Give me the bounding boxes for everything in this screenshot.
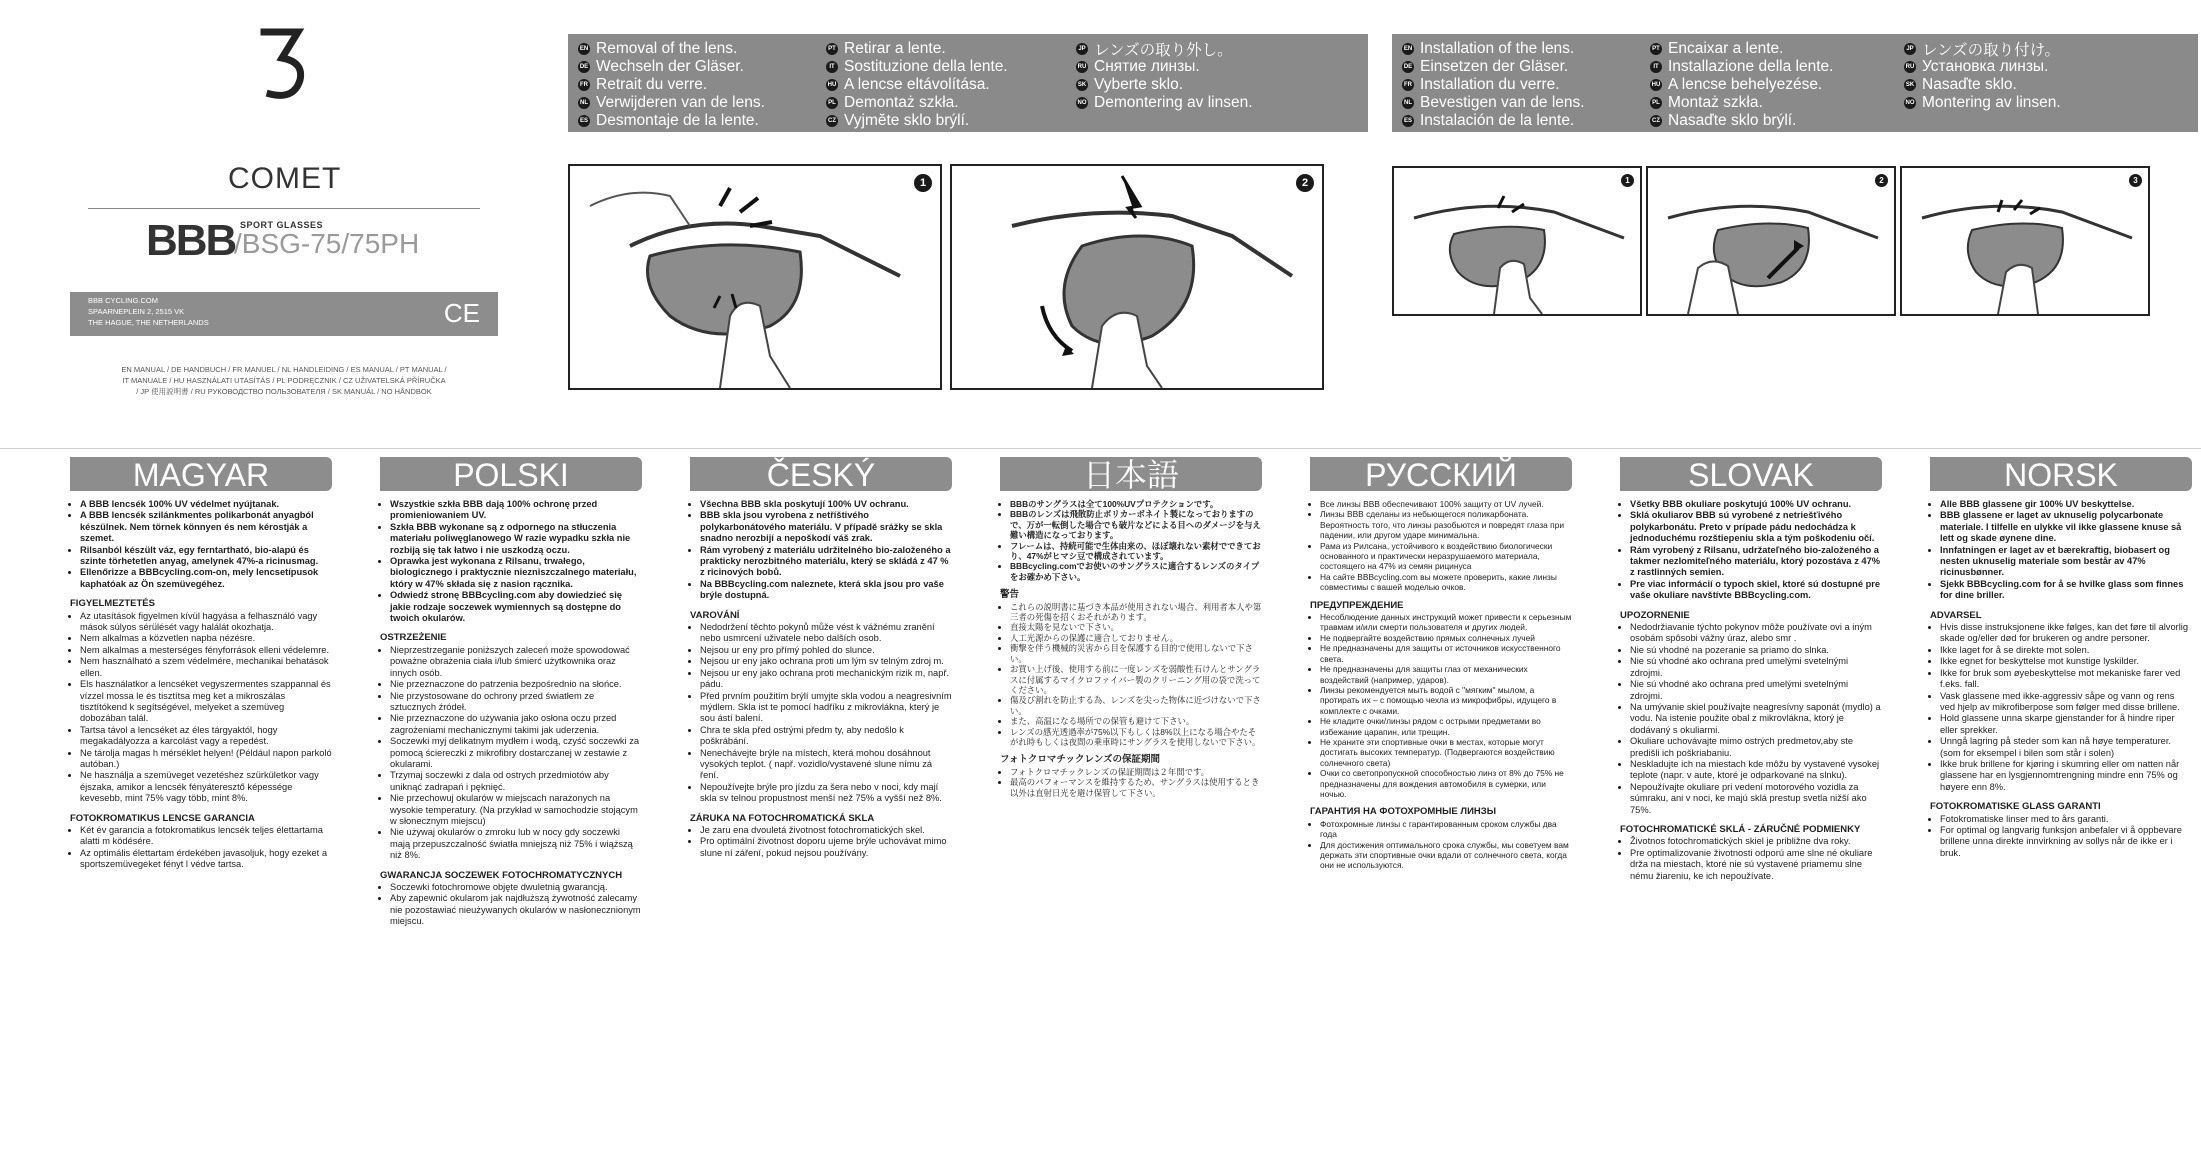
warning-heading: FIGYELMEZTETÉS: [70, 598, 155, 610]
flag-icon: SK: [1076, 79, 1088, 91]
warning-heading: OSTRZEŻENIE: [380, 632, 447, 644]
intro-item: • Rilsanból készült váz, egy ferntartható, bio-alapú és szinte törhetetlen anyag, amelynek 47%-a ricinusmag.: [80, 545, 332, 568]
flag-icon: ES: [578, 115, 590, 127]
warning-heading: VAROVÁNÍ: [690, 609, 740, 621]
install-label: レンズの取り付け。: [1922, 42, 2061, 59]
intro-item: • Oprawka jest wykonana z Rilsanu, trwałego, biologicznego i praktycznie niezniszczalnego materiału, który w 47% składa się z nasion rącznika.: [390, 556, 642, 590]
warning-item: • Chra te skla před ostrými předm ty, aby nedošlo k poškrábání.: [700, 725, 952, 748]
title-rule: [88, 208, 480, 209]
warning-item: • Nie przechowuj okularów w miejscach narażonych na wysokie temperatury. (Na przykład w samochodzie stojącym w słonecznym miejscu): [390, 793, 642, 827]
warning-item: • Neskladujte ich na miestach kde môžu by vystavené vysokej teplote (napr. v aute, ktoré je odparkované na slnku).: [1630, 759, 1882, 782]
section-cz: [690, 457, 952, 859]
install-step-2-illustration: [1646, 166, 1896, 316]
flag-icon: FR: [578, 79, 590, 91]
flag-icon: HU: [1650, 79, 1662, 91]
section-divider: [0, 448, 2201, 449]
intro-item: • Všetky BBB okuliare poskytujú 100% UV ochranu.: [1630, 499, 1882, 510]
ce-mark: CE: [443, 298, 480, 328]
warning-item: • Nenechávejte brýle na místech, která mohou dosáhnout vysokých teplot. ( např. vozidlo/vystavené slune nímu zá ření.: [700, 748, 952, 782]
removal-title-strip: [568, 34, 1368, 132]
flag-icon: JP: [1904, 43, 1916, 55]
flag-icon: NL: [578, 97, 590, 109]
step-number-badge: 1: [914, 174, 932, 192]
intro-item: • BBBのサングラスは全て100%UVプロテクションです。: [1010, 499, 1262, 509]
flag-icon: EN: [1402, 43, 1414, 55]
photochromic-item: • 最高のパフォーマンスを維持するため、サングラスは使用するとき以外は直射日光を避け保管して下さい。: [1010, 777, 1262, 798]
photochromic-item: • Soczewki fotochromowe objęte dwuletnią gwarancją.: [390, 882, 642, 893]
flag-icon: IT: [1650, 61, 1662, 73]
flag-icon: NO: [1904, 97, 1916, 109]
removal-label: Desmontaje de la lente.: [596, 112, 759, 129]
warning-item: • Nepoužívejte brýle pro jízdu za šera nebo v noci, kdy mají skla sv telnou propustnost menší než 75% a vyšší než 8%.: [700, 782, 952, 805]
warning-item: • Nejsou ur eny jako ochrana proti mechanickým rizik m, např. pádu.: [700, 668, 952, 691]
warning-item: • Před prvním použitím brýlí umyjte skla vodou a neagresivním mýdlem. Skla ist te pomocí hadříku z mikrovlákna, který je sou ástí balení.: [700, 691, 952, 725]
install-label: Montaż szkła.: [1668, 94, 1763, 111]
flag-icon: PL: [1650, 97, 1662, 109]
manual-language-list: [70, 364, 498, 397]
install-label: A lencse behelyezése.: [1668, 76, 1823, 93]
removal-step-2-illustration: [950, 164, 1324, 390]
warning-item: • Ikke egnet for beskyttelse mot kunstige lyskilder.: [1940, 656, 2192, 667]
warning-item: • Nie przeznaczone do patrzenia bezpośrednio na słońce.: [390, 679, 642, 690]
install-label: Installation du verre.: [1420, 76, 1560, 93]
step-number-badge: 2: [1875, 174, 1888, 187]
section-ru: [1310, 457, 1572, 871]
warning-heading: ADVARSEL: [1930, 609, 1982, 621]
install-col-3: [1904, 40, 2061, 112]
intro-item: • Wszystkie szkła BBB dają 100% ochronę przed promieniowaniem UV.: [390, 499, 642, 522]
warning-item: • Trzymaj soczewki z dala od ostrych przedmiotów aby uniknąć zadrapań i pęknięć.: [390, 770, 642, 793]
photochromic-item: • フォトクロマチックレンズの保証期間は２年間です。: [1010, 767, 1262, 777]
product-category: SPORT GLASSES: [240, 220, 324, 230]
warning-item: • また、高温になる場所での保管も避けて下さい。: [1010, 716, 1262, 726]
warning-item: • 直接太陽を見ないで下さい。: [1010, 622, 1262, 632]
warning-item: • 傷及び割れを防止する為、レンズを尖った物体に近づけないで下さい。: [1010, 695, 1262, 716]
removal-label: Retirar a lente.: [844, 40, 946, 57]
warning-item: • Линзы рекомендуется мыть водой с "мягким" мылом, а протирать их – с помощью чехла из микрофибры, идущего в комплекте с очками.: [1320, 685, 1572, 716]
warning-item: • Ikke for bruk som øyebeskyttelse mot mekaniske farer ved f.eks. fall.: [1940, 668, 2192, 691]
intro-item: • Všechna BBB skla poskytují 100% UV ochranu.: [700, 499, 952, 510]
section-no: [1930, 457, 2192, 859]
step-number-badge: 3: [2129, 174, 2142, 187]
install-label: Instalación de la lente.: [1420, 112, 1575, 129]
warning-item: • Nie sú vhodné ako ochrana pred umelými svetelnými zdrojmi.: [1630, 679, 1882, 702]
warning-item: • Na umývanie skiel používajte neagresívny saponát (mydlo) a vodu. Na istenie použite obal z mikrovlákna, ktorý je dodávaný s okuliarmi.: [1630, 702, 1882, 736]
removal-col-1: [578, 40, 765, 130]
warning-item: • レンズの感光透過率が75%以下もしくは8%以上になる場合やたそがれ時もしくは夜間の乗車時にサングラスを使用しないで下さい。: [1010, 727, 1262, 748]
brand-name: BBB: [146, 216, 236, 265]
install-step-3-illustration: [1900, 166, 2150, 316]
flag-icon: PL: [826, 97, 838, 109]
removal-label: レンズの取り外し。: [1094, 42, 1233, 59]
removal-col-2: [826, 40, 1008, 130]
install-label: Installation of the lens.: [1420, 40, 1575, 57]
flag-icon: HU: [826, 79, 838, 91]
address-line: SPAARNEPLEIN 2, 2515 VK: [88, 307, 185, 316]
intro-item: • Alle BBB glassene gir 100% UV beskyttelse.: [1940, 499, 2192, 510]
photochromic-item: • Két év garancia a fotokromatikus lencsék teljes élettartama alatti m ködésére.: [80, 825, 332, 848]
flag-icon: RU: [1076, 61, 1088, 73]
intro-item: • BBBのレンズは飛散防止ポリカーボネイト製になっておりますので、万が一転倒した場合でも破片などによる目へのダメージを与え難い構造になっております。: [1010, 509, 1262, 540]
warning-item: • Nieprzestrzeganie poniższych zaleceń może spowodować poważne obrażenia ciała i/lub śmierć użytkownika oraz innych osób.: [390, 645, 642, 679]
warning-item: • Nedodržiavanie týchto pokynov môže používate ovi a iným osobám spôsobi vážny úraz, alebo smr .: [1630, 622, 1882, 645]
intro-item: • На сайте BBBcycling.com вы можете проверить, какие линзы совместимы с вашей моделью очков.: [1320, 572, 1572, 593]
warning-item: • Ikke bruk brillene for kjøring i skumring eller om natten når glassene har en lysgjennomtrengning mindre enn 75% og høyere enn 8%.: [1940, 759, 2192, 793]
intro-item: • Rám vyrobený z Rilsanu, udržateľného bio-založeného a takmer nezlomiteľného materiálu, ktorý pozostáva z 47% z rastlinných semien.: [1630, 545, 1882, 579]
removal-label: Demontering av linsen.: [1094, 94, 1253, 111]
installation-title-strip: [1392, 34, 2198, 132]
flag-icon: IT: [826, 61, 838, 73]
intro-item: • Odwiedź stronę BBBcycling.com aby dowiedzieć się jakie rodzaje soczewek wymiennych są dostępne do twoich okularów.: [390, 590, 642, 624]
removal-label: Removal of the lens.: [596, 40, 738, 57]
removal-step-1-illustration: [568, 164, 942, 390]
intro-item: • Na BBBcycling.com naleznete, která skla jsou pro vaše brýle dostupná.: [700, 579, 952, 602]
warning-item: • Tartsa távol a lencséket az éles tárgyaktól, hogy megakadályozza a karcolást vagy a repedést.: [80, 725, 332, 748]
flag-icon: NO: [1076, 97, 1088, 109]
warning-item: • Несоблюдение данных инструкций может привести к серьезным травмам и/или смерти пользователя и других людей.: [1320, 612, 1572, 633]
install-col-1: [1402, 40, 1585, 130]
warning-item: • Soczewki myj delikatnym mydłem i wodą, czyść soczewki za pomocą ściereczki z mikrofibry dostarczanej w zestawie z okularami.: [390, 736, 642, 770]
section-sk: [1620, 457, 1882, 882]
install-label: Nasaďte sklo brýlí.: [1668, 112, 1797, 129]
section-title: SLOVAK: [1620, 457, 1882, 491]
section-title: POLSKI: [380, 457, 642, 491]
bbb-logo-icon: [258, 28, 306, 100]
removal-label: Demontaż szkła.: [844, 94, 959, 111]
install-label: Nasaďte sklo.: [1922, 76, 2017, 93]
warning-heading: ПРЕДУПРЕЖДЕНИЕ: [1310, 599, 1404, 611]
warning-heading: UPOZORNENIE: [1620, 609, 1690, 621]
install-step-1-illustration: [1392, 166, 1642, 316]
flag-icon: ES: [1402, 115, 1414, 127]
warning-item: • Nejsou ur eny jako ochrana proti um lým sv telným zdroj m.: [700, 656, 952, 667]
removal-label: Снятие линзы.: [1094, 58, 1200, 75]
manual-line: IT MANUALE / HU HASZNÁLATI UTASÍTÁS / PL PODRĘCZNIK / CZ UŽIVATELSKÁ PŘÍRUČKA: [122, 376, 446, 385]
warning-item: • Не храните эти спортивные очки в местах, которые могут достигать высоких температур. (Подвергаются воздействию солнечного света): [1320, 737, 1572, 768]
flag-icon: SK: [1904, 79, 1916, 91]
flag-icon: PT: [826, 43, 838, 55]
intro-item: • Innfatningen er laget av et bærekraftig, biobasert og nesten uknuselig materiale som består av 47% ricinusbønner.: [1940, 545, 2192, 579]
warning-item: • Не предназначены для защиты от источников искусственного света.: [1320, 643, 1572, 664]
flag-icon: FR: [1402, 79, 1414, 91]
photochromic-item: • Az optimális élettartam érdekében javasoljuk, hogy ezeket a sportszemüvegeket fényt l védve tartsa.: [80, 848, 332, 871]
photochromic-heading: FOTOCHROMATICKÉ SKLÁ - ZÁRUČNÉ PODMIENKY: [1620, 823, 1861, 835]
intro-item: • Pre viac informácií o typoch skiel, ktoré sú dostupné pre vaše okuliare navštívte BBBcycling.com.: [1630, 579, 1882, 602]
address-line: BBB CYCLING.COM: [88, 296, 159, 305]
product-name: COMET: [228, 162, 342, 195]
intro-item: • Ellenőrizze a BBBcycling.com-on, mely lencsetípusok kaphatóak az Ön szemüvegéhez.: [80, 567, 332, 590]
warning-item: • Nie sú vhodné ako ochrana pred umelými svetelnými zdrojmi.: [1630, 656, 1882, 679]
warning-item: • Очки со светопропускной способностью линз от 8% до 75% не предназначены для вождения автомобиля в сумерки, или ночью.: [1320, 768, 1572, 799]
flag-icon: DE: [578, 61, 590, 73]
warning-item: • Не подвергайте воздействию прямых солнечных лучей: [1320, 633, 1572, 643]
intro-item: • Sjekk BBBcycling.com for å se hvilke glass som finnes for dine briller.: [1940, 579, 2192, 602]
removal-label: A lencse eltávolítása.: [844, 76, 990, 93]
section-title: NORSK: [1930, 457, 2192, 491]
warning-item: • Nejsou ur eny pro přímý pohled do slunce.: [700, 645, 952, 656]
install-label: Installazione della lente.: [1668, 58, 1834, 75]
warning-item: • Не кладите очки/линзы рядом с острыми предметами во избежание царапин, или трещин.: [1320, 716, 1572, 737]
intro-item: • Rám vyrobený z materiálu udržitelného bio-založeného a prakticky nerozbitného materiálu, který se skládá z 47 % z ricinových bobů.: [700, 545, 952, 579]
intro-item: • Линзы BBB сделаны из небьющегося поликарбоната. Вероятность того, что линзы разобьются и повредят глаза при падении, или другом ударе минимальна.: [1320, 509, 1572, 540]
warning-item: • Unngå lagring på steder som kan nå høye temperaturer. (som for eksempel i bilen som står i solen): [1940, 736, 2192, 759]
intro-item: • フレームは、持続可能で生体由来の、ほぼ壊れない素材でできており、47%がヒマシ豆で構成されています。: [1010, 541, 1262, 562]
warning-item: • 衝撃を伴う機械的災害から目を保護する目的で使用しないで下さい。: [1010, 643, 1262, 664]
section-title: ČESKÝ: [690, 457, 952, 491]
warning-item: • Nie przeznaczone do używania jako osłona oczu przed zagrożeniami mechanicznymi takimi jak uderzenia.: [390, 713, 642, 736]
manual-line: / JP 使用説明書 / RU РУКОВОДСТВО ПОЛЬЗОВАТЕЛЯ / SK MANUÁL / NO HÅNDBOK: [136, 387, 432, 396]
warning-item: • Не предназначены для защиты глаз от механических воздействий (например, ударов).: [1320, 664, 1572, 685]
photochromic-heading: フォトクロマチックレンズの保証期間: [1000, 754, 1161, 766]
manual-line: EN MANUAL / DE HANDBUCH / FR MANUEL / NL HANDLEIDING / ES MANUAL / PT MANUAL /: [121, 365, 447, 374]
removal-label: Verwijderen van de lens.: [596, 94, 765, 111]
warning-item: • Hold glassene unna skarpe gjenstander for å hindre riper eller sprekker.: [1940, 713, 2192, 736]
warning-item: • Vask glassene med ikke-aggressiv såpe og vann og rens ved hjelp av mikrofiberpose som følger med disse brillene.: [1940, 691, 2192, 714]
removal-label: Retrait du verre.: [596, 76, 708, 93]
warning-item: • Els használatkor a lencséket vegyszermentes szappannal és vízzel mossa le és tisztítsa meg ket a mikroszálas tisztítókend k segítségével, melyeket a szemüveg dobozában talál.: [80, 679, 332, 725]
photochromic-item: • For optimal og langvarig funksjon anbefaler vi å oppbevare brillene unna direkte innvirkning av sollys når de ikke er i bruk.: [1940, 825, 2192, 859]
photochromic-item: • Pre optimalizovanie životnosti odporú ame slne né okuliare drža na miestach, ktoré nie sú vystavené priamemu slne nému žiareniu, ke ich nepoužívate.: [1630, 848, 1882, 882]
address-line: THE HAGUE, THE NETHERLANDS: [88, 318, 209, 327]
address-box: [70, 292, 498, 336]
model-number: /BSG-75/75PH: [234, 228, 420, 259]
warning-item: • Ne tárolja magas h mérséklet helyen! (Például napon parkoló autóban.): [80, 748, 332, 771]
warning-item: • Nie sú vhodné na pozeranie sa priamo do slnka.: [1630, 645, 1882, 656]
flag-icon: DE: [1402, 61, 1414, 73]
intro-item: • BBB skla jsou vyrobena z netříštivého polykarbonátového materiálu. V případě srážky se skla snadno nerozbijí a nepoškodí váš zrak.: [700, 510, 952, 544]
photochromic-heading: GWARANCJA SOCZEWEK FOTOCHROMATYCZNYCH: [380, 869, 623, 881]
intro-item: • Рама из Рилсана, устойчивого к воздействию биологически основанного и практически неразрушаемого материала, состоящего на 47% из семян рицинуса: [1320, 541, 1572, 572]
flag-icon: PT: [1650, 43, 1662, 55]
photochromic-heading: ГАРАНТИЯ НА ФОТОХРОМНЫЕ ЛИНЗЫ: [1310, 806, 1497, 818]
flag-icon: EN: [578, 43, 590, 55]
warning-item: • お買い上げ後、使用する前に一度レンズを弱酸性石けんとサングラスに付属するマイクロファイバー製のクリーニング用の袋で洗ってください。: [1010, 664, 1262, 695]
warning-item: • Nie używaj okularów o zmroku lub w nocy gdy soczewki mają przepuszczalność światła mniejszą niż 75% i wiąższą niż 8%.: [390, 827, 642, 861]
warning-item: • Nie przystosowane do ochrony przed światłem ze sztucznych źródeł.: [390, 691, 642, 714]
warning-item: • Nem használható a szem védelmére, mechanikai behatások ellen.: [80, 656, 332, 679]
warning-item: • Nem alkalmas a közvetlen napba nézésre.: [80, 633, 332, 644]
warning-item: • これらの説明書に基づき本品が使用されない場合、利用者本人や第三者の死傷を招くおそれがあります。: [1010, 602, 1262, 623]
flag-icon: RU: [1904, 61, 1916, 73]
warning-item: • Nem alkalmas a mesterséges fényforrások elleni védelemre.: [80, 645, 332, 656]
install-label: Encaixar a lente.: [1668, 40, 1784, 57]
photochromic-item: • Životnos fotochromatických skiel je približne dva roky.: [1630, 836, 1882, 847]
intro-item: • Sklá okuliarov BBB sú vyrobené z netriešťivého polykarbonátu. Preto v prípade pádu nedochádza k jednoduchému rozštiepeniu skla a tým poškodeniu očí.: [1630, 510, 1882, 544]
intro-item: • BBB glassene er laget av uknuselig polycarbonate materiale. I tilfelle en ulykke vil ikke glassene knuse så lett og skade øynene dine.: [1940, 510, 2192, 544]
intro-item: • Все линзы BBB обеспечивают 100% защиту от UV лучей.: [1320, 499, 1572, 509]
flag-icon: JP: [1076, 43, 1088, 55]
warning-item: • Ne használja a szemüveget vezetéshez szürkületkor vagy éjszaka, amikor a lencsék fényáteresztő képessége kevesebb, mint 75% vagy több, mint 8%.: [80, 770, 332, 804]
warning-item: • Nepoužívajte okuliare pri vedení motorového vozidla za súmraku, ani v noci, ke majú sklá prestup svetla nižší ako 75%.: [1630, 782, 1882, 816]
install-label: Установка линзы.: [1922, 58, 2049, 75]
removal-label: Vyjmĕte sklo brýlí.: [844, 112, 970, 129]
intro-item: • BBBcycling.comでお使いのサングラスに適合するレンズのタイプをお確かめ下さい。: [1010, 561, 1262, 582]
install-label: Bevestigen van de lens.: [1420, 94, 1585, 111]
step-number-badge: 2: [1296, 174, 1314, 192]
photochromic-heading: FOTOKROMATISKE GLASS GARANTI: [1930, 801, 2101, 813]
warning-item: • 人工光源からの保護に適合しておりません。: [1010, 633, 1262, 643]
step-number-badge: 1: [1621, 174, 1634, 187]
photochromic-heading: ZÁRUKA NA FOTOCHROMATICKÁ SKLA: [690, 812, 875, 824]
warning-item: • Okuliare uchovávajte mimo ostrých predmetov,aby ste predišli ich poškriabaniu.: [1630, 736, 1882, 759]
intro-item: • A BBB lencsék 100% UV védelmet nyújtanak.: [80, 499, 332, 510]
flag-icon: NL: [1402, 97, 1414, 109]
warning-heading: 警告: [1000, 589, 1020, 601]
install-label: Einsetzen der Gläser.: [1420, 58, 1569, 75]
install-label: Montering av linsen.: [1922, 94, 2061, 111]
warning-item: • Nedodržení těchto pokynů může vést k vážnému zranění nebo usmrcení uživatele nebo dalších osob.: [700, 622, 952, 645]
photochromic-item: • Je zaru ena dvouletá životnost fotochromatických skel.: [700, 825, 952, 836]
section-jp: [1000, 457, 1262, 798]
photochromic-item: • Fotokromatiske linser med to års garanti.: [1940, 814, 2192, 825]
warning-item: • Az utasítások figyelmen kívül hagyása a felhasználó vagy mások súlyos sérülését vagy halálát okozhatja.: [80, 611, 332, 634]
removal-label: Vyberte sklo.: [1094, 76, 1184, 93]
section-hu: [70, 457, 332, 871]
removal-label: Sostituzione della lente.: [844, 58, 1008, 75]
flag-icon: CZ: [826, 115, 838, 127]
photochromic-heading: FOTOKROMATIKUS LENCSE GARANCIA: [70, 812, 255, 824]
photochromic-item: • Aby zapewnić okularom jak najdłuższą żywotność zalecamy nie pozostawiać nieużywanych okularów w nasłonecznionym miejscu.: [390, 893, 642, 927]
warning-item: • Ikke laget for å se direkte mot solen.: [1940, 645, 2192, 656]
warning-item: • Hvis disse instruksjonene ikke følges, kan det føre til alvorlig skade og/eller død for brukeren og andre personer.: [1940, 622, 2192, 645]
section-title: 日本語: [1000, 457, 1262, 491]
section-title: РУССКИЙ: [1310, 457, 1572, 491]
photochromic-item: • Фотохромные линзы с гарантированным сроком службы два года: [1320, 819, 1572, 840]
section-title: MAGYAR: [70, 457, 332, 491]
photochromic-item: • Для достижения оптимального срока службы, мы советуем вам держать эти спортивные очки вдали от солнечного света, когда они не используются.: [1320, 840, 1572, 871]
section-pl: [380, 457, 642, 928]
install-col-2: [1650, 40, 1833, 130]
removal-col-3: [1076, 40, 1253, 112]
flag-icon: CZ: [1650, 115, 1662, 127]
intro-item: • A BBB lencsék szilánkmentes polikarbonát anyagból készülnek. Nem törnek könnyen és nem kérostják a szemet.: [80, 510, 332, 544]
removal-label: Wechseln der Gläser.: [596, 58, 744, 75]
intro-item: • Szkła BBB wykonane są z odpornego na stłuczenia materiału poliwęglanowego W razie wypadku szkła nie rozbiją się tak łatwo i nie uszkodzą oczu.: [390, 522, 642, 556]
photochromic-item: • Pro optimální životnost doporu ujeme brýle uchovávat mimo slune ní záření, pokud nejsou používány.: [700, 836, 952, 859]
